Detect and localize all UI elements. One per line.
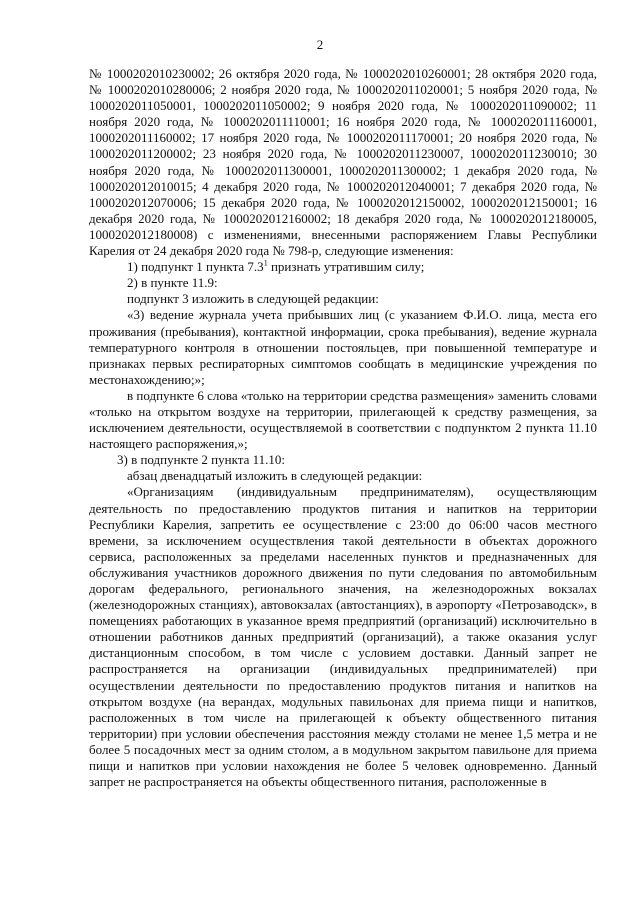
page-number: 2 xyxy=(316,37,324,52)
paragraph-8: абзац двенадцатый изложить в следующей редакции: xyxy=(127,468,423,484)
paragraph-3: 2) в пункте 11.9: xyxy=(127,275,218,291)
paragraph-9: «Организациям (индивидуальным предпринимателям), осуществляющим деятельность по предоставлению продуктов питания и напитков на территории Республики Карелия, запретить ее осуществление с 23:00 до 06:00 часов местного времени, за исключением осуществления такой деятельности в объектах дорожного сервиса, расположенных за пределами населенных пунктов и предназначенных для обслуживания участников дорожного движения по пути следования по автомобильным дорогам федерального, регионального значения, на железнодорожных вокзалах (железнодорожных станциях), автовокзалах (автостанциях), в аэропорту «Петрозаводск», в помещениях работающих в указанное время предприятий (организаций) исключительно в отношении работников данных предприятий (организаций), а также оказания услуг дистанционным способом, в том числе с условием доставки. Данный запрет не распространяется на организации (индивидуальных предпринимателей) при осуществлении деятельности по предоставлению продуктов питания и напитков на открытом воздухе (на верандах, модульных павильонах для приема пищи и напитков, расположенных в том числе на прилегающей к объекту общественного питания территории) при условии обеспечения расстояния между столами не менее 1,5 метра и не более 5 посадочных мест за одним столом, а в модульном закрытом павильоне для приема пищи и напитков при условии нахождения не более 5 человек одновременно. Данный запрет не распространяется на объекты общественного питания, расположенные в xyxy=(89,484,597,790)
paragraph-7: 3) в подпункте 2 пункта 11.10: xyxy=(117,452,285,468)
paragraph-5: «3) ведение журнала учета прибывших лиц (с указанием Ф.И.О. лица, места его проживания (пребывания), контактной информации, срока пребывания), ведение журнала температурного контроля в отношении постояльцев, при повышенной температуре и признаках первых респираторных симптомов сообщать в медицинские учреждения по местонахождению;»; xyxy=(89,307,597,387)
paragraph-1: № 1000202010230002; 26 октября 2020 года, № 1000202010260001; 28 октября 2020 года, № 1000202010280006; 2 ноября 2020 года, № 1000202011020001; 5 ноября 2020 года, № 1000202011050001, 1000202011050002; 9 ноября 2020 года, № 1000202011090002; 11 ноября 2020 года, № 1000202011110001; 16 ноября 2020 года, № 1000202011160001, 1000202011160002; 17 ноября 2020 года, № 1000202011170001; 20 ноября 2020 года, № 1000202011200002; 23 ноября 2020 года, № 1000202011230007, 1000202011230010; 30 ноября 2020 года, № 1000202011300001, 1000202011300002; 1 декабря 2020 года, № 1000202012010015; 4 декабря 2020 года, № 1000202012040001; 7 декабря 2020 года, № 1000202012070006; 15 декабря 2020 года, № 1000202012150002, 1000202012150001; 16 декабря 2020 года, № 1000202012160002; 18 декабря 2020 года, № 1000202012180005, 1000202012180008) с изменениями, внесенными распоряжением Главы Республики Карелия от 24 декабря 2020 года № 798-р, следующие изменения: xyxy=(89,66,597,259)
paragraph-2-text: 1) подпункт 1 пункта 7.3 xyxy=(127,259,264,275)
paragraph-6: в подпункте 6 слова «только на территории средства размещения» заменить словами «только на открытом воздухе на территории, прилегающей к средству размещения, за исключением деятельности, осуществляемой в соответствии с подпунктом 2 пункта 11.10 настоящего распоряжения,»; xyxy=(89,387,597,452)
superscript-mark: 1 xyxy=(263,258,268,268)
paragraph-2 xyxy=(89,259,597,275)
paragraph-2-tail: признать утратившим силу; xyxy=(267,259,425,275)
paragraph-4: подпункт 3 изложить в следующей редакции: xyxy=(127,291,379,307)
document-body xyxy=(89,66,597,790)
